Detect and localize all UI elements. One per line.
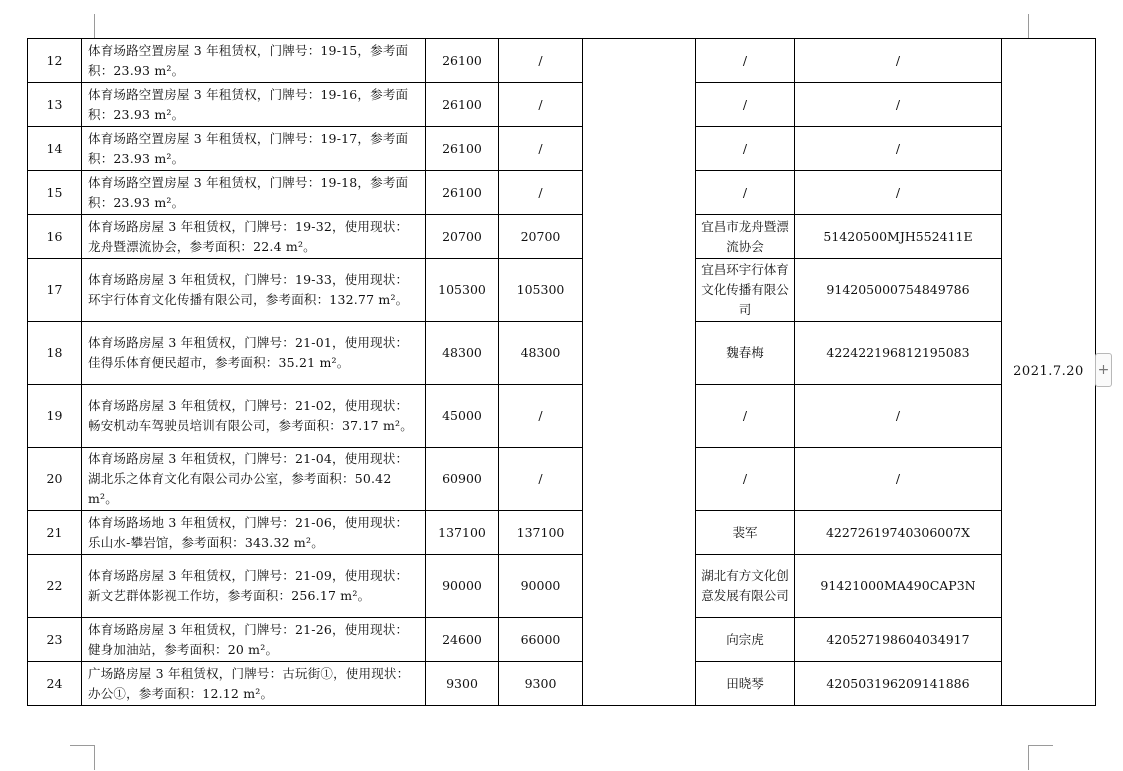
lessee-name: 宜昌市龙舟暨漂流协会 <box>696 215 795 259</box>
row-number: 17 <box>28 259 82 322</box>
lessee-id-code: 91421000MA490CAP3N <box>795 555 1002 618</box>
property-description: 体育场路房屋 3 年租赁权，门牌号：19-33，使用现状：环宇行体育文化传播有限公司，参考面积：132.77 m²。 <box>82 259 426 322</box>
property-description: 体育场路空置房屋 3 年租赁权，门牌号：19-16，参考面积：23.93 m²。 <box>82 83 426 127</box>
table-row <box>28 511 1096 555</box>
lessee-id-code: 420503196209141886 <box>795 662 1002 706</box>
reserve-price: 48300 <box>426 322 499 385</box>
reserve-price: 26100 <box>426 171 499 215</box>
table-row <box>28 322 1096 385</box>
table-row <box>28 171 1096 215</box>
reserve-price: 90000 <box>426 555 499 618</box>
table-row <box>28 555 1096 618</box>
property-description: 体育场路空置房屋 3 年租赁权，门牌号：19-17，参考面积：23.93 m²。 <box>82 127 426 171</box>
add-row-button[interactable]: + <box>1095 353 1112 387</box>
property-description: 体育场路房屋 3 年租赁权，门牌号：21-01，使用现状：佳得乐体育便民超市，参考面积：35.21 m²。 <box>82 322 426 385</box>
deal-price: 48300 <box>499 322 583 385</box>
deal-price: 66000 <box>499 618 583 662</box>
lessee-name: / <box>696 171 795 215</box>
reserve-price: 105300 <box>426 259 499 322</box>
lessee-id-code: 422422196812195083 <box>795 322 1002 385</box>
lessee-id-code: 420527198604034917 <box>795 618 1002 662</box>
lessee-id-code: / <box>795 385 1002 448</box>
table-row <box>28 39 1096 83</box>
property-description: 体育场路房屋 3 年租赁权，门牌号：21-09，使用现状：新文艺群体影视工作坊，参考面积：256.17 m²。 <box>82 555 426 618</box>
deal-price: 90000 <box>499 555 583 618</box>
row-number: 13 <box>28 83 82 127</box>
lessee-id-code: 51420500MJH552411E <box>795 215 1002 259</box>
reserve-price: 137100 <box>426 511 499 555</box>
property-description: 体育场路房屋 3 年租赁权，门牌号：21-26，使用现状：健身加油站，参考面积：20 m²。 <box>82 618 426 662</box>
reserve-price: 24600 <box>426 618 499 662</box>
lessee-id-code: / <box>795 127 1002 171</box>
lessee-name: / <box>696 448 795 511</box>
deal-price: 105300 <box>499 259 583 322</box>
deal-price: / <box>499 39 583 83</box>
property-description: 体育场路房屋 3 年租赁权，门牌号：19-32，使用现状：龙舟暨漂流协会，参考面积：22.4 m²。 <box>82 215 426 259</box>
lessee-name: 魏春梅 <box>696 322 795 385</box>
table-row <box>28 385 1096 448</box>
crop-mark-bottom-right <box>1028 745 1053 770</box>
table-row <box>28 215 1096 259</box>
lessee-id-code: / <box>795 448 1002 511</box>
deal-price: / <box>499 448 583 511</box>
reserve-price: 26100 <box>426 39 499 83</box>
announcement-date: 2021.7.20 <box>1002 39 1096 706</box>
reserve-price: 9300 <box>426 662 499 706</box>
row-number: 23 <box>28 618 82 662</box>
lessee-name: 田晓琴 <box>696 662 795 706</box>
property-description: 体育场路房屋 3 年租赁权，门牌号：21-04，使用现状：湖北乐之体育文化有限公司办公室，参考面积：50.42 m²。 <box>82 448 426 511</box>
table-row <box>28 127 1096 171</box>
row-number: 12 <box>28 39 82 83</box>
merged-blank-column <box>583 39 696 706</box>
property-description: 体育场路空置房屋 3 年租赁权，门牌号：19-18，参考面积：23.93 m²。 <box>82 171 426 215</box>
lessee-name: 裴军 <box>696 511 795 555</box>
crop-mark-top-right <box>1028 14 1053 39</box>
deal-price: 137100 <box>499 511 583 555</box>
lessee-id-code: / <box>795 83 1002 127</box>
deal-price: / <box>499 83 583 127</box>
property-description: 体育场路空置房屋 3 年租赁权，门牌号：19-15，参考面积：23.93 m²。 <box>82 39 426 83</box>
lessee-name: 宜昌环宇行体育文化传播有限公司 <box>696 259 795 322</box>
deal-price: / <box>499 171 583 215</box>
lessee-name: / <box>696 83 795 127</box>
table-row <box>28 448 1096 511</box>
property-description: 体育场路房屋 3 年租赁权，门牌号：21-02，使用现状：畅安机动车驾驶员培训有限公司，参考面积：37.17 m²。 <box>82 385 426 448</box>
property-description: 体育场路场地 3 年租赁权，门牌号：21-06，使用现状：乐山水-攀岩馆，参考面积：343.32 m²。 <box>82 511 426 555</box>
row-number: 16 <box>28 215 82 259</box>
row-number: 14 <box>28 127 82 171</box>
table-row <box>28 662 1096 706</box>
lease-results-table <box>27 38 1096 706</box>
lessee-name: / <box>696 127 795 171</box>
row-number: 22 <box>28 555 82 618</box>
table-row <box>28 259 1096 322</box>
crop-mark-top-left <box>70 14 95 39</box>
lessee-id-code: / <box>795 39 1002 83</box>
lessee-id-code: 914205000754849786 <box>795 259 1002 322</box>
reserve-price: 26100 <box>426 83 499 127</box>
lessee-id-code: / <box>795 171 1002 215</box>
table-row <box>28 83 1096 127</box>
reserve-price: 20700 <box>426 215 499 259</box>
property-description: 广场路房屋 3 年租赁权，门牌号：古玩街①，使用现状：办公①，参考面积：12.12 m²。 <box>82 662 426 706</box>
row-number: 21 <box>28 511 82 555</box>
deal-price: 20700 <box>499 215 583 259</box>
lessee-id-code: 42272619740306007X <box>795 511 1002 555</box>
row-number: 18 <box>28 322 82 385</box>
lessee-name: / <box>696 385 795 448</box>
reserve-price: 60900 <box>426 448 499 511</box>
deal-price: / <box>499 385 583 448</box>
row-number: 24 <box>28 662 82 706</box>
crop-mark-bottom-left <box>70 745 95 770</box>
row-number: 15 <box>28 171 82 215</box>
table-row <box>28 618 1096 662</box>
lessee-name: 湖北有方文化创意发展有限公司 <box>696 555 795 618</box>
deal-price: 9300 <box>499 662 583 706</box>
lessee-name: / <box>696 39 795 83</box>
reserve-price: 26100 <box>426 127 499 171</box>
reserve-price: 45000 <box>426 385 499 448</box>
lessee-name: 向宗虎 <box>696 618 795 662</box>
row-number: 20 <box>28 448 82 511</box>
row-number: 19 <box>28 385 82 448</box>
deal-price: / <box>499 127 583 171</box>
